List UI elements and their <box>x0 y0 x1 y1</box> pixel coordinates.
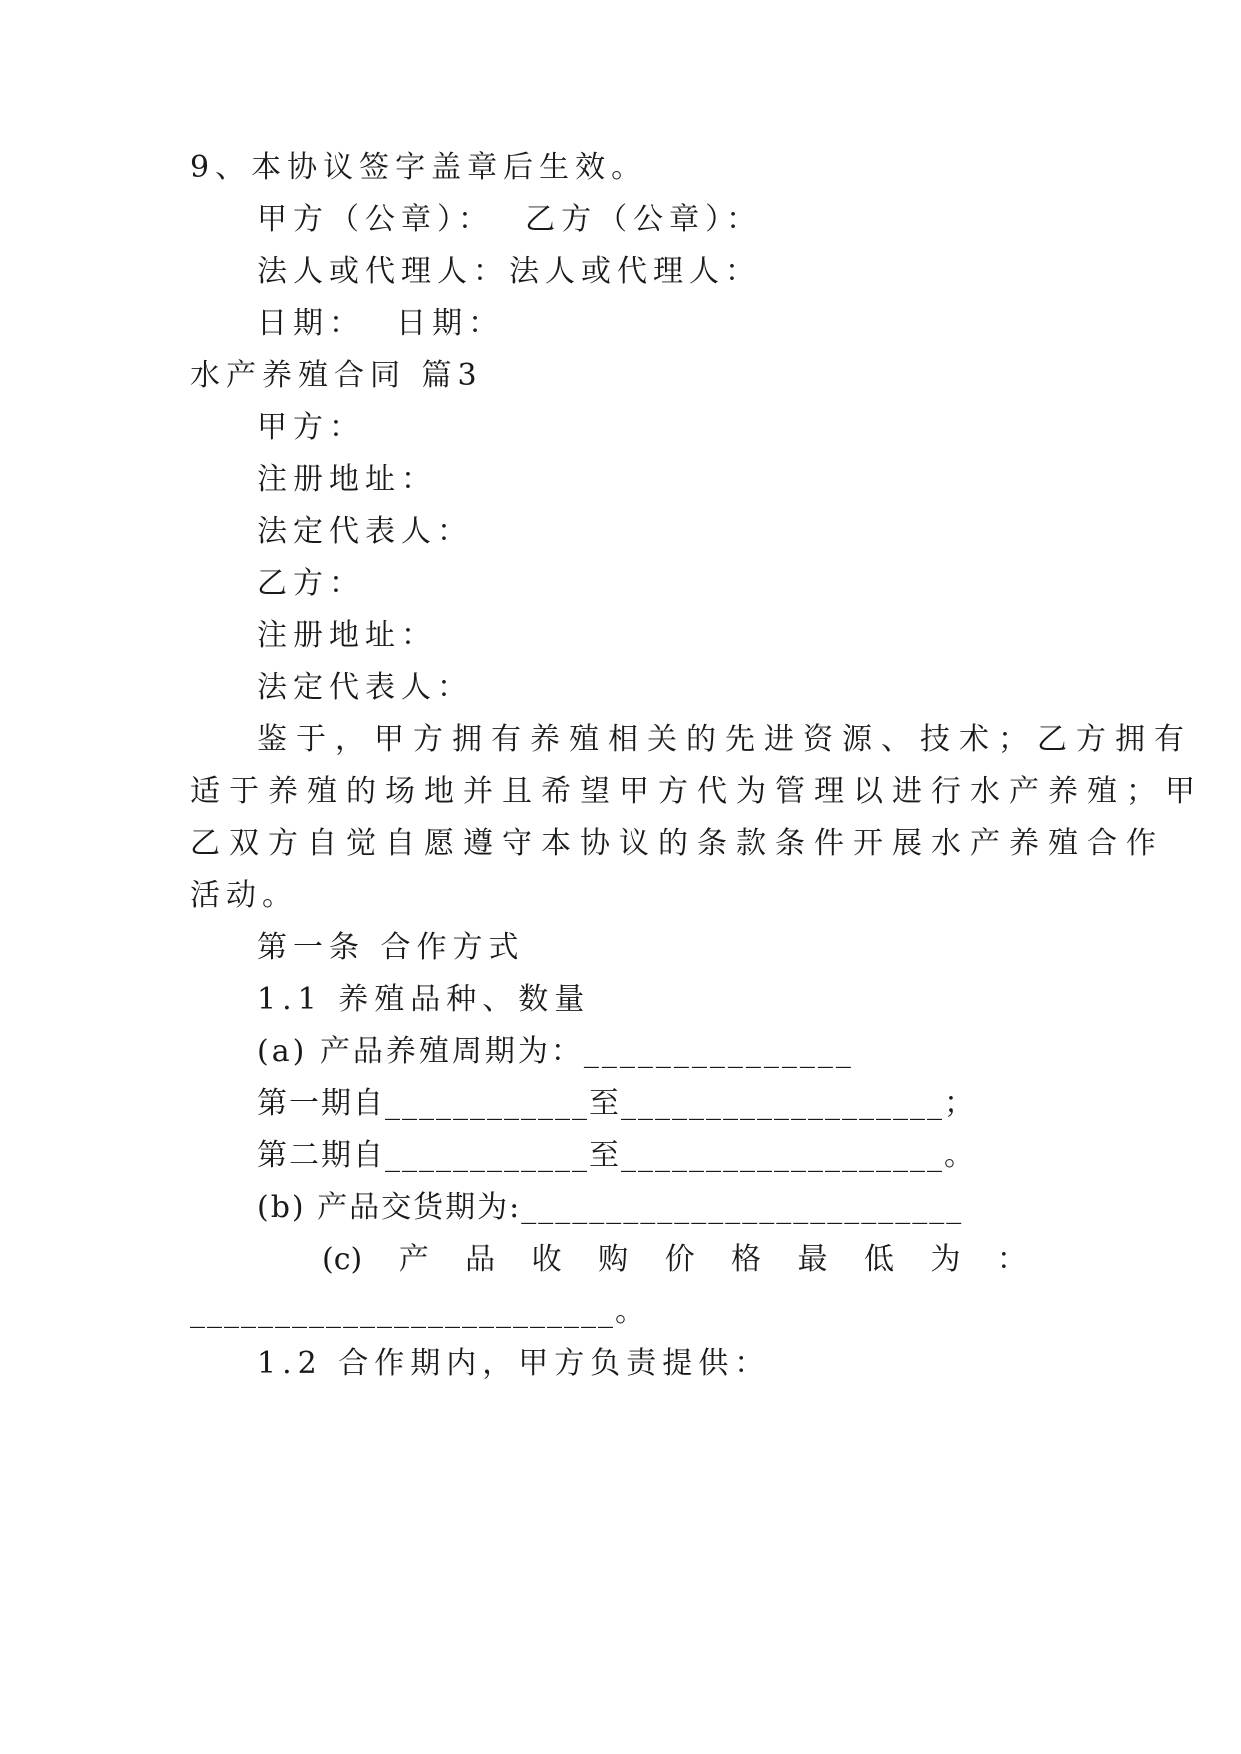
section-1-1-heading: 1.1 养殖品种、数量 <box>257 982 591 1017</box>
party-b-label: 乙方： <box>257 566 365 601</box>
article-1-heading: 第一条 合作方式 <box>257 930 525 965</box>
price-token: ： <box>996 1242 1027 1277</box>
clause-9-effective: 9、本协议签字盖章后生效。 <box>190 150 648 185</box>
signature-date-line: 日期： 日期： <box>257 306 505 341</box>
price-token: (c) <box>322 1242 363 1277</box>
preamble-line-4: 活动。 <box>190 878 298 913</box>
preamble-line-2: 适于养殖的场地并且希望甲方代为管理以进行水产养殖；甲 <box>190 774 1204 809</box>
item-b-delivery: (b) 产品交货期为:__________________________ <box>257 1190 964 1225</box>
signature-seal-line: 甲方（公章）： 乙方（公章）： <box>257 202 763 237</box>
party-a-representative: 法定代表人： <box>257 514 473 549</box>
price-token: 低 <box>863 1242 894 1277</box>
section-1-2-heading: 1.2 合作期内，甲方负责提供： <box>257 1346 771 1381</box>
party-a-address: 注册地址： <box>257 462 437 497</box>
price-token: 格 <box>731 1242 762 1277</box>
item-c-price-line <box>322 1240 1027 1280</box>
price-token: 产 <box>398 1242 429 1277</box>
price-token: 为 <box>930 1242 961 1277</box>
item-a-cycle: (a) 产品养殖周期为：_______________ <box>257 1034 854 1069</box>
price-token: 最 <box>797 1242 828 1277</box>
price-token: 价 <box>664 1242 695 1277</box>
period-1-line: 第一期自____________至___________________； <box>257 1086 976 1121</box>
party-b-address: 注册地址： <box>257 618 437 653</box>
contract-section-title: 水产养殖合同 篇3 <box>190 358 483 393</box>
price-token: 购 <box>598 1242 629 1277</box>
party-a-label: 甲方： <box>257 410 365 445</box>
party-b-representative: 法定代表人： <box>257 670 473 705</box>
price-token: 收 <box>531 1242 562 1277</box>
period-2-line: 第二期自____________至___________________。 <box>257 1138 976 1173</box>
preamble-line-3: 乙双方自觉自愿遵守本协议的条款条件开展水产养殖合作 <box>190 826 1165 861</box>
price-token: 品 <box>465 1242 496 1277</box>
signature-representative-line: 法人或代理人：法人或代理人： <box>257 254 761 289</box>
item-c-blank: _________________________。 <box>190 1294 647 1329</box>
preamble-line-1: 鉴于，甲方拥有养殖相关的先进资源、技术；乙方拥有 <box>257 722 1193 757</box>
